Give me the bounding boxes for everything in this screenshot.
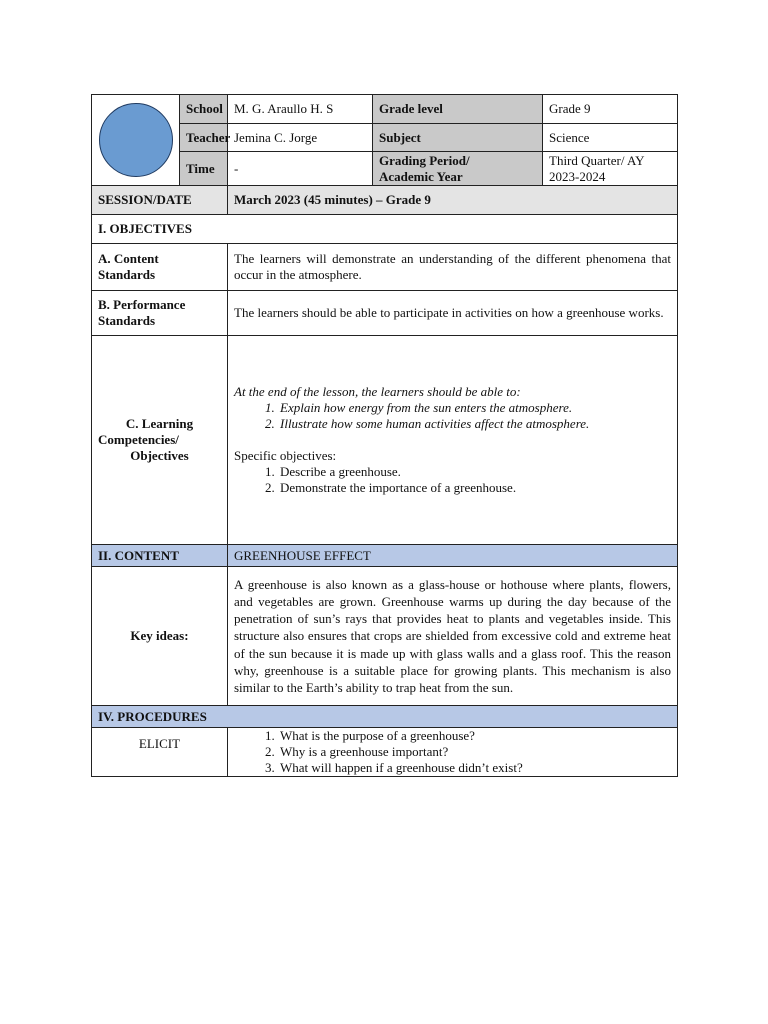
content-standards-label-line1: A. Content bbox=[98, 251, 159, 266]
competencies-label-line1: C. Learning bbox=[125, 416, 194, 431]
specific-objective-item: 1. Describe a greenhouse. bbox=[278, 464, 671, 480]
key-ideas-label: Key ideas: bbox=[92, 567, 228, 706]
teacher-label: Teacher bbox=[180, 124, 228, 152]
header-row-time bbox=[92, 152, 678, 186]
content-standards-text: The learners will demonstrate an understanding of the different phenomena that occur in the atmosphere. bbox=[228, 244, 678, 291]
subject-value: Science bbox=[543, 124, 678, 152]
subject-label: Subject bbox=[373, 124, 543, 152]
elicit-row bbox=[92, 728, 678, 777]
competencies-label-line3: Objectives bbox=[130, 448, 189, 463]
elicit-questions-list bbox=[234, 728, 671, 776]
competencies-label-line2: Competencies/ bbox=[98, 432, 179, 447]
specific-objectives-list bbox=[234, 464, 671, 496]
session-value: March 2023 (45 minutes) – Grade 9 bbox=[228, 186, 678, 215]
header-row-school bbox=[92, 95, 678, 124]
session-row bbox=[92, 186, 678, 215]
grade-level-label: Grade level bbox=[373, 95, 543, 124]
lesson-plan-table bbox=[91, 94, 678, 777]
objectives-heading: I. OBJECTIVES bbox=[92, 215, 678, 244]
key-ideas-text: A greenhouse is also known as a glass-house or hothouse where plants, flowers, and vegetables are grown. Greenhouse warms up during the day because of the penetration of sun’s rays that provides heat to plants and vegetables inside. This structure also ensures that crops are shielded from excessive cold and extreme heat of the sun because it is made up with glass walls and a glass roof. This the reason why, greenhouse is a suitable place for growing plants. This mechanism is also similar to the Earth’s ability to trap heat from the sun. bbox=[228, 567, 678, 706]
elicit-questions bbox=[228, 728, 678, 777]
competencies-row bbox=[92, 336, 678, 545]
grading-period-value-line1: Third Quarter/ AY bbox=[549, 152, 645, 168]
school-label: School bbox=[180, 95, 228, 124]
performance-standards-row bbox=[92, 291, 678, 336]
session-label: SESSION/DATE bbox=[92, 186, 228, 215]
lesson-plan-document bbox=[91, 94, 677, 777]
time-label: Time bbox=[180, 152, 228, 186]
teacher-value: Jemina C. Jorge bbox=[228, 124, 373, 152]
logo-cell bbox=[92, 95, 180, 186]
grading-period-label-line1: Grading Period/ bbox=[379, 152, 470, 168]
content-standards-label-line2: Standards bbox=[98, 267, 156, 282]
content-standards-label bbox=[92, 244, 228, 291]
performance-standards-label-line1: B. Performance bbox=[98, 297, 186, 312]
key-ideas-row bbox=[92, 567, 678, 706]
general-objectives-list bbox=[234, 400, 671, 432]
specific-objectives-label: Specific objectives: bbox=[234, 448, 337, 463]
procedures-heading-row bbox=[92, 706, 678, 728]
elicit-question-item: 2. Why is a greenhouse important? bbox=[278, 744, 671, 760]
general-objective-item: 1. Explain how energy from the sun enters the atmosphere. bbox=[278, 400, 671, 416]
specific-objective-item: 2. Demonstrate the importance of a greenhouse. bbox=[278, 480, 671, 496]
elicit-label: ELICIT bbox=[92, 728, 228, 777]
competencies-label bbox=[92, 336, 228, 545]
grading-period-value bbox=[543, 152, 678, 186]
grading-period-label bbox=[373, 152, 543, 186]
competencies-intro: At the end of the lesson, the learners should be able to: bbox=[234, 384, 521, 399]
header-row-teacher bbox=[92, 124, 678, 152]
content-topic: GREENHOUSE EFFECT bbox=[228, 545, 678, 567]
performance-standards-text: The learners should be able to participate in activities on how a greenhouse works. bbox=[228, 291, 678, 336]
general-objective-item: 2. Illustrate how some human activities affect the atmosphere. bbox=[278, 416, 671, 432]
time-value: - bbox=[228, 152, 373, 186]
performance-standards-label bbox=[92, 291, 228, 336]
procedures-heading: IV. PROCEDURES bbox=[92, 706, 678, 728]
content-heading-row bbox=[92, 545, 678, 567]
grading-period-value-line2: 2023-2024 bbox=[549, 168, 606, 184]
content-heading: II. CONTENT bbox=[92, 545, 228, 567]
elicit-question-item: 3. What will happen if a greenhouse didn’t exist? bbox=[278, 760, 671, 776]
school-logo bbox=[99, 103, 173, 177]
content-standards-row bbox=[92, 244, 678, 291]
elicit-question-item: 1. What is the purpose of a greenhouse? bbox=[278, 728, 671, 744]
school-value: M. G. Araullo H. S bbox=[228, 95, 373, 124]
objectives-heading-row bbox=[92, 215, 678, 244]
grade-level-value: Grade 9 bbox=[543, 95, 678, 124]
performance-standards-label-line2: Standards bbox=[98, 313, 156, 328]
grading-period-label-line2: Academic Year bbox=[379, 168, 463, 184]
competencies-content bbox=[228, 336, 678, 545]
